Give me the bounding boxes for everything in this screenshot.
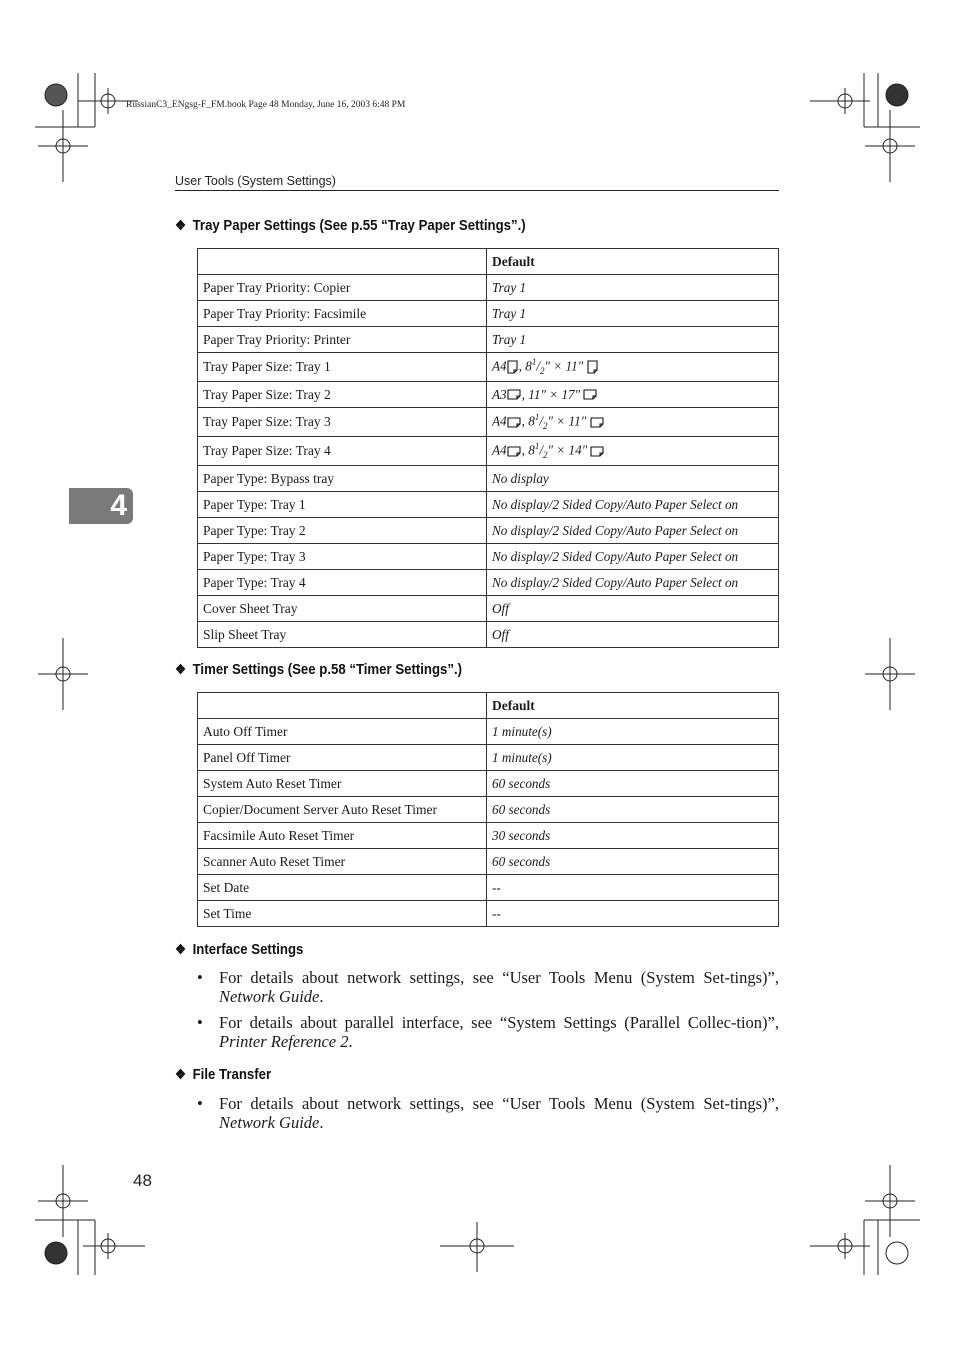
fraction-num: 1 bbox=[531, 357, 537, 368]
timer-settings-table bbox=[197, 692, 779, 927]
setting-label: Copier/Document Server Auto Reset Timer bbox=[198, 797, 487, 823]
setting-default-value: No display/2 Sided Copy/Auto Paper Select on bbox=[487, 518, 779, 544]
setting-label: Tray Paper Size: Tray 3 bbox=[198, 408, 487, 437]
setting-label: Paper Type: Tray 1 bbox=[198, 492, 487, 518]
paper-size: A4 bbox=[492, 442, 507, 458]
table-row bbox=[198, 901, 779, 927]
table-row bbox=[198, 745, 779, 771]
setting-label: System Auto Reset Timer bbox=[198, 771, 487, 797]
heading-text: Interface Settings bbox=[192, 941, 304, 958]
fraction-den: 2 bbox=[543, 421, 548, 432]
paper-portrait-icon bbox=[587, 360, 599, 375]
diamond-bullet-icon: ❖ bbox=[175, 941, 187, 957]
paper-portrait-icon bbox=[507, 360, 519, 375]
setting-default-value: Off bbox=[487, 622, 779, 648]
table-row bbox=[198, 797, 779, 823]
table-row bbox=[198, 622, 779, 648]
table-row bbox=[198, 382, 779, 408]
setting-default-value: Off bbox=[487, 596, 779, 622]
setting-label: Paper Type: Tray 2 bbox=[198, 518, 487, 544]
table-row bbox=[198, 275, 779, 301]
setting-label: Tray Paper Size: Tray 1 bbox=[198, 353, 487, 382]
paper-landscape-icon bbox=[507, 446, 522, 458]
setting-default-value: A4 , $8^1/_2'' \times 11''$ bbox=[487, 408, 779, 437]
section-heading-file-transfer bbox=[175, 1066, 271, 1083]
setting-label: Paper Tray Priority: Printer bbox=[198, 327, 487, 353]
table-row bbox=[198, 437, 779, 466]
section-heading-timer bbox=[175, 661, 462, 678]
paper-landscape-icon bbox=[590, 446, 605, 458]
setting-default-value: 30 seconds bbox=[487, 823, 779, 849]
setting-default-value: -- bbox=[487, 875, 779, 901]
table-row bbox=[198, 596, 779, 622]
heading-text: Tray Paper Settings (See p.55 “Tray Paper Settings”.) bbox=[192, 217, 526, 234]
setting-label: Scanner Auto Reset Timer bbox=[198, 849, 487, 875]
paper-size: A4 bbox=[492, 413, 507, 429]
table-header-row bbox=[198, 249, 779, 275]
inch-size: ″ × 11″ bbox=[547, 413, 587, 429]
section-heading-interface bbox=[175, 941, 303, 958]
table-row bbox=[198, 327, 779, 353]
diamond-bullet-icon: ❖ bbox=[175, 217, 187, 233]
inch-whole: 8 bbox=[528, 442, 535, 458]
table-header-row bbox=[198, 693, 779, 719]
fraction-num: 1 bbox=[534, 412, 540, 423]
setting-label: Panel Off Timer bbox=[198, 745, 487, 771]
setting-default-value: No display bbox=[487, 466, 779, 492]
list-item bbox=[197, 968, 779, 1006]
setting-label: Facsimile Auto Reset Timer bbox=[198, 823, 487, 849]
fraction-num: 1 bbox=[534, 441, 540, 452]
table-row bbox=[198, 544, 779, 570]
paper-landscape-icon bbox=[507, 389, 522, 401]
table-row bbox=[198, 719, 779, 745]
heading-text: Timer Settings (See p.58 “Timer Settings”.) bbox=[192, 661, 463, 678]
list-item bbox=[197, 1094, 779, 1132]
list-item-end: . bbox=[319, 1113, 324, 1132]
setting-label: Cover Sheet Tray bbox=[198, 596, 487, 622]
list-item bbox=[197, 1013, 779, 1051]
setting-default-value: 60 seconds bbox=[487, 797, 779, 823]
setting-label: Paper Type: Bypass tray bbox=[198, 466, 487, 492]
header-cell-empty bbox=[198, 249, 487, 275]
fraction-den: 2 bbox=[540, 366, 545, 377]
setting-default-value: 60 seconds bbox=[487, 771, 779, 797]
table-row bbox=[198, 518, 779, 544]
inch-size: ″ × 11″ bbox=[544, 358, 584, 374]
setting-label: Set Time bbox=[198, 901, 487, 927]
setting-default-value: Tray 1 bbox=[487, 301, 779, 327]
table-row bbox=[198, 492, 779, 518]
setting-default-value: No display/2 Sided Copy/Auto Paper Select on bbox=[487, 570, 779, 596]
reference-title: Printer Reference 2 bbox=[219, 1032, 349, 1051]
page-number: 48 bbox=[133, 1171, 152, 1190]
bullet-dot: • bbox=[197, 1094, 203, 1113]
paper-landscape-icon bbox=[590, 417, 605, 429]
inch-size: ″ × 14″ bbox=[547, 442, 588, 458]
chapter-tab: 4 bbox=[69, 488, 133, 524]
file-info: RussianC3_ENgsg-F_FM.book Page 48 Monday, June 16, 2003 6:48 PM bbox=[126, 100, 406, 110]
heading-text: File Transfer bbox=[192, 1066, 272, 1083]
inch-whole: 8 bbox=[525, 358, 532, 374]
table-row bbox=[198, 301, 779, 327]
setting-label: Paper Tray Priority: Facsimile bbox=[198, 301, 487, 327]
setting-default-value: No display/2 Sided Copy/Auto Paper Select on bbox=[487, 544, 779, 570]
setting-default-value: 60 seconds bbox=[487, 849, 779, 875]
paper-landscape-icon bbox=[507, 417, 522, 429]
table-row bbox=[198, 353, 779, 382]
setting-label: Paper Type: Tray 4 bbox=[198, 570, 487, 596]
setting-label: Tray Paper Size: Tray 2 bbox=[198, 382, 487, 408]
setting-label: Slip Sheet Tray bbox=[198, 622, 487, 648]
setting-default-value: -- bbox=[487, 901, 779, 927]
table-row bbox=[198, 875, 779, 901]
setting-default-value: A4 , $8^1/_2'' \times 11''$ bbox=[487, 353, 779, 382]
table-row bbox=[198, 408, 779, 437]
list-item-text: For details about network settings, see “User Tools Menu (System Set-tings)”, bbox=[219, 1094, 779, 1113]
tray-settings-table bbox=[197, 248, 779, 648]
paper-size: A4 bbox=[492, 358, 507, 374]
bullet-dot: • bbox=[197, 968, 203, 987]
paper-size: A3 bbox=[492, 386, 507, 402]
setting-label: Paper Type: Tray 3 bbox=[198, 544, 487, 570]
setting-label: Auto Off Timer bbox=[198, 719, 487, 745]
reference-title: Network Guide bbox=[219, 1113, 320, 1132]
setting-label: Tray Paper Size: Tray 4 bbox=[198, 437, 487, 466]
fraction-den: 2 bbox=[543, 450, 548, 461]
list-item-end: . bbox=[319, 987, 324, 1006]
header-cell-default: Default bbox=[487, 693, 779, 719]
setting-default-value: A3 , 11″ × 17″ bbox=[487, 382, 779, 408]
inch-whole: 8 bbox=[528, 413, 535, 429]
bullet-dot: • bbox=[197, 1013, 203, 1032]
list-item-end: . bbox=[348, 1032, 353, 1051]
setting-label: Set Date bbox=[198, 875, 487, 901]
header-cell-default: Default bbox=[487, 249, 779, 275]
paper-landscape-icon bbox=[583, 389, 598, 401]
running-header: User Tools (System Settings) bbox=[175, 174, 779, 191]
setting-default-value: 1 minute(s) bbox=[487, 745, 779, 771]
table-row bbox=[198, 570, 779, 596]
inch-size: 11″ × 17″ bbox=[528, 386, 581, 402]
reference-title: Network Guide bbox=[219, 987, 320, 1006]
list-item-text: For details about parallel interface, see “System Settings (Parallel Collec-tion)”, bbox=[219, 1013, 779, 1032]
setting-default-value: 1 minute(s) bbox=[487, 719, 779, 745]
setting-default-value: No display/2 Sided Copy/Auto Paper Select on bbox=[487, 492, 779, 518]
list-item-text: For details about network settings, see “User Tools Menu (System Set-tings)”, bbox=[219, 968, 779, 987]
table-row bbox=[198, 771, 779, 797]
table-row bbox=[198, 823, 779, 849]
table-row bbox=[198, 466, 779, 492]
section-heading-tray bbox=[175, 217, 526, 234]
diamond-bullet-icon: ❖ bbox=[175, 1066, 187, 1082]
setting-default-value: Tray 1 bbox=[487, 327, 779, 353]
header-cell-empty bbox=[198, 693, 487, 719]
diamond-bullet-icon: ❖ bbox=[175, 661, 187, 677]
setting-label: Paper Tray Priority: Copier bbox=[198, 275, 487, 301]
setting-default-value: A4 , $8^1/_2'' \times 14''$ bbox=[487, 437, 779, 466]
setting-default-value: Tray 1 bbox=[487, 275, 779, 301]
table-row bbox=[198, 849, 779, 875]
